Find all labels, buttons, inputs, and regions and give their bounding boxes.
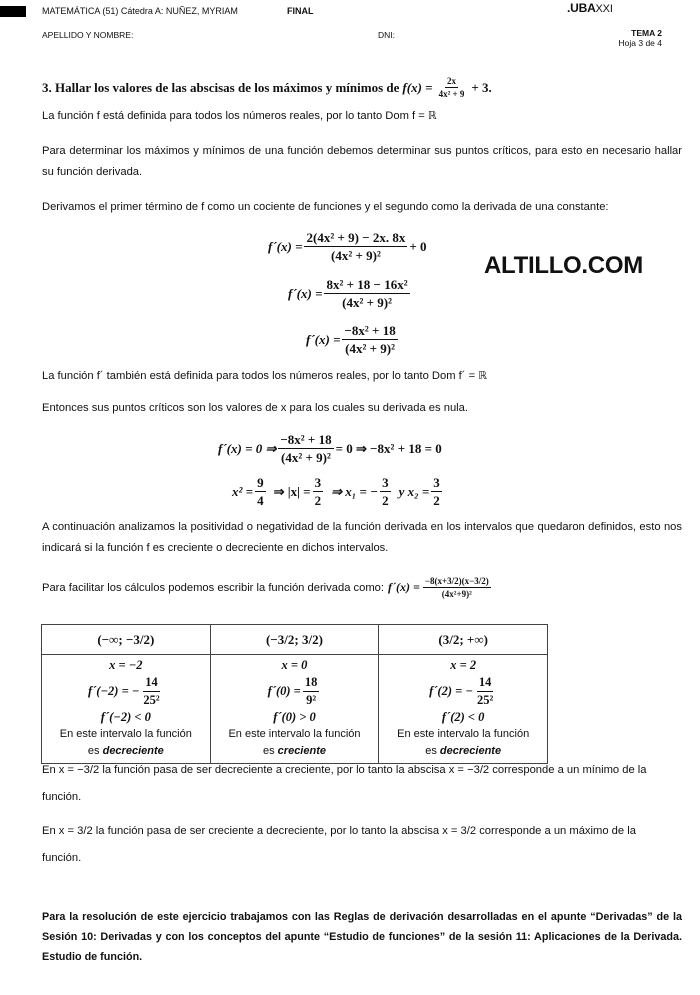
derivative-eq-3: f´(x) = $\frac{\text{−8x² + 18}}{\text{(4x² + 9)²}}$ xyxy=(306,323,396,356)
question-title: 3. Hallar los valores de las abscisas de los máximos y mínimos de f(x) = $\frac{2x}{\text{4x² + 9}}$ + 3. xyxy=(42,76,492,99)
name-label: APELLIDO Y NOMBRE: xyxy=(42,30,134,40)
domain-fprime-text: La función f´ también está definida para todos los números reales, por lo tanto Dom f´ = ℝ xyxy=(42,370,488,382)
table-cell-1: x = −2 f´(−2) = − $\frac{14}{\text{25²}}$ f´(−2) < 0 En este intervalo la función es decreciente xyxy=(42,655,211,764)
course-title: MATEMÁTICA (51) Cátedra A: NUÑEZ, MYRIAM xyxy=(42,6,238,16)
page-indicator: Hoja 3 de 4 xyxy=(618,38,662,48)
derive-text: Derivamos el primer término de f como un cociente de funciones y el segundo como la derivada de una constante: xyxy=(42,201,609,213)
derivative-eq-1: f´(x) = $\frac{\text{2(4x² + 9) − 2x. 8x}}{\text{(4x² + 9)²}}$ + 0 xyxy=(268,230,427,263)
derivative-eq-2: f´(x) = $\frac{\text{8x² + 18 − 16x²}}{\text{(4x² + 9)²}}$ xyxy=(288,277,408,310)
closing-note: Para la resolución de este ejercicio trabajamos con las Reglas de derivación desarrolladas en el apunte “Derivadas” de la Sesión 10: Derivadas y con los conceptos del apunte “Estudio de funciones” de la sesión 11: Aplicaciones de la Derivada. Estudio de función. xyxy=(42,911,682,963)
sign-analysis-table xyxy=(41,624,548,764)
maximum-text-cont: función. xyxy=(42,852,82,864)
interval-3: (3/2; +∞) xyxy=(379,625,548,655)
rewrite-line: Para facilitar los cálculos podemos escribir la función derivada como: f´(x) = $\frac{-8(x+3/2)(x-3/2)}{\text{(4x²+9)²}}$ xyxy=(42,576,489,599)
zero-equation: f´(x) = 0 ⇒ $\frac{\text{−8x² + 18}}{\text{(4x² + 9)²}}$ = 0 ⇒ −8x² + 18 = 0 xyxy=(218,432,442,465)
critical-points-text: Entonces sus puntos críticos son los valores de x para los cuales su derivada es nula. xyxy=(42,402,468,414)
interval-1: (−∞; −3/2) xyxy=(42,625,211,655)
table-cell-3: x = 2 f´(2) = − $\frac{14}{\text{25²}}$ f´(2) < 0 En este intervalo la función es decreciente xyxy=(379,655,548,764)
uba-logo: .UBAXXI xyxy=(567,1,613,15)
minimum-text: En x = −3/2 la función pasa de ser decreciente a creciente, por lo tanto la abscisa x = −3/2 corresponde a un mínimo de la xyxy=(42,764,647,776)
exam-type: FINAL xyxy=(287,6,314,16)
solution-equation: x² = $\frac{9}{4}$ ⇒ |x| = $\frac{3}{2}$ ⇒ x₁ = − $\frac{3}{2}$ y x₂ = $\frac{3}{2}$ xyxy=(232,475,440,508)
tema-label: TEMA 2 xyxy=(631,28,662,38)
minimum-text-cont: función. xyxy=(42,791,82,803)
maximum-text: En x = 3/2 la función pasa de ser creciente a decreciente, por lo tanto la abscisa x = 3/2 corresponde a un máximo de la xyxy=(42,825,636,837)
tema-block xyxy=(600,28,662,48)
table-cell-2: x = 0 f´(0) = $\frac{18}{\text{9²}}$ f´(0) > 0 En este intervalo la función es creciente xyxy=(210,655,379,764)
watermark: ALTILLO.COM xyxy=(484,252,643,279)
critical-intro-text: Para determinar los máximos y mínimos de una función debemos determinar sus puntos críticos, para esto en necesario hallar su función derivada. xyxy=(42,145,682,178)
interval-2: (−3/2; 3/2) xyxy=(210,625,379,655)
analysis-text: A continuación analizamos la positividad o negatividad de la función derivada en los intervalos que quedaron definidos, esto nos indicará si la función f es creciente o decreciente en dichos intervalos. xyxy=(42,521,682,554)
dni-label: DNI: xyxy=(378,30,395,40)
header-black-bar xyxy=(0,6,26,17)
domain-f-text: La función f está definida para todos los números reales, por lo tanto Dom f = ℝ xyxy=(42,110,437,122)
